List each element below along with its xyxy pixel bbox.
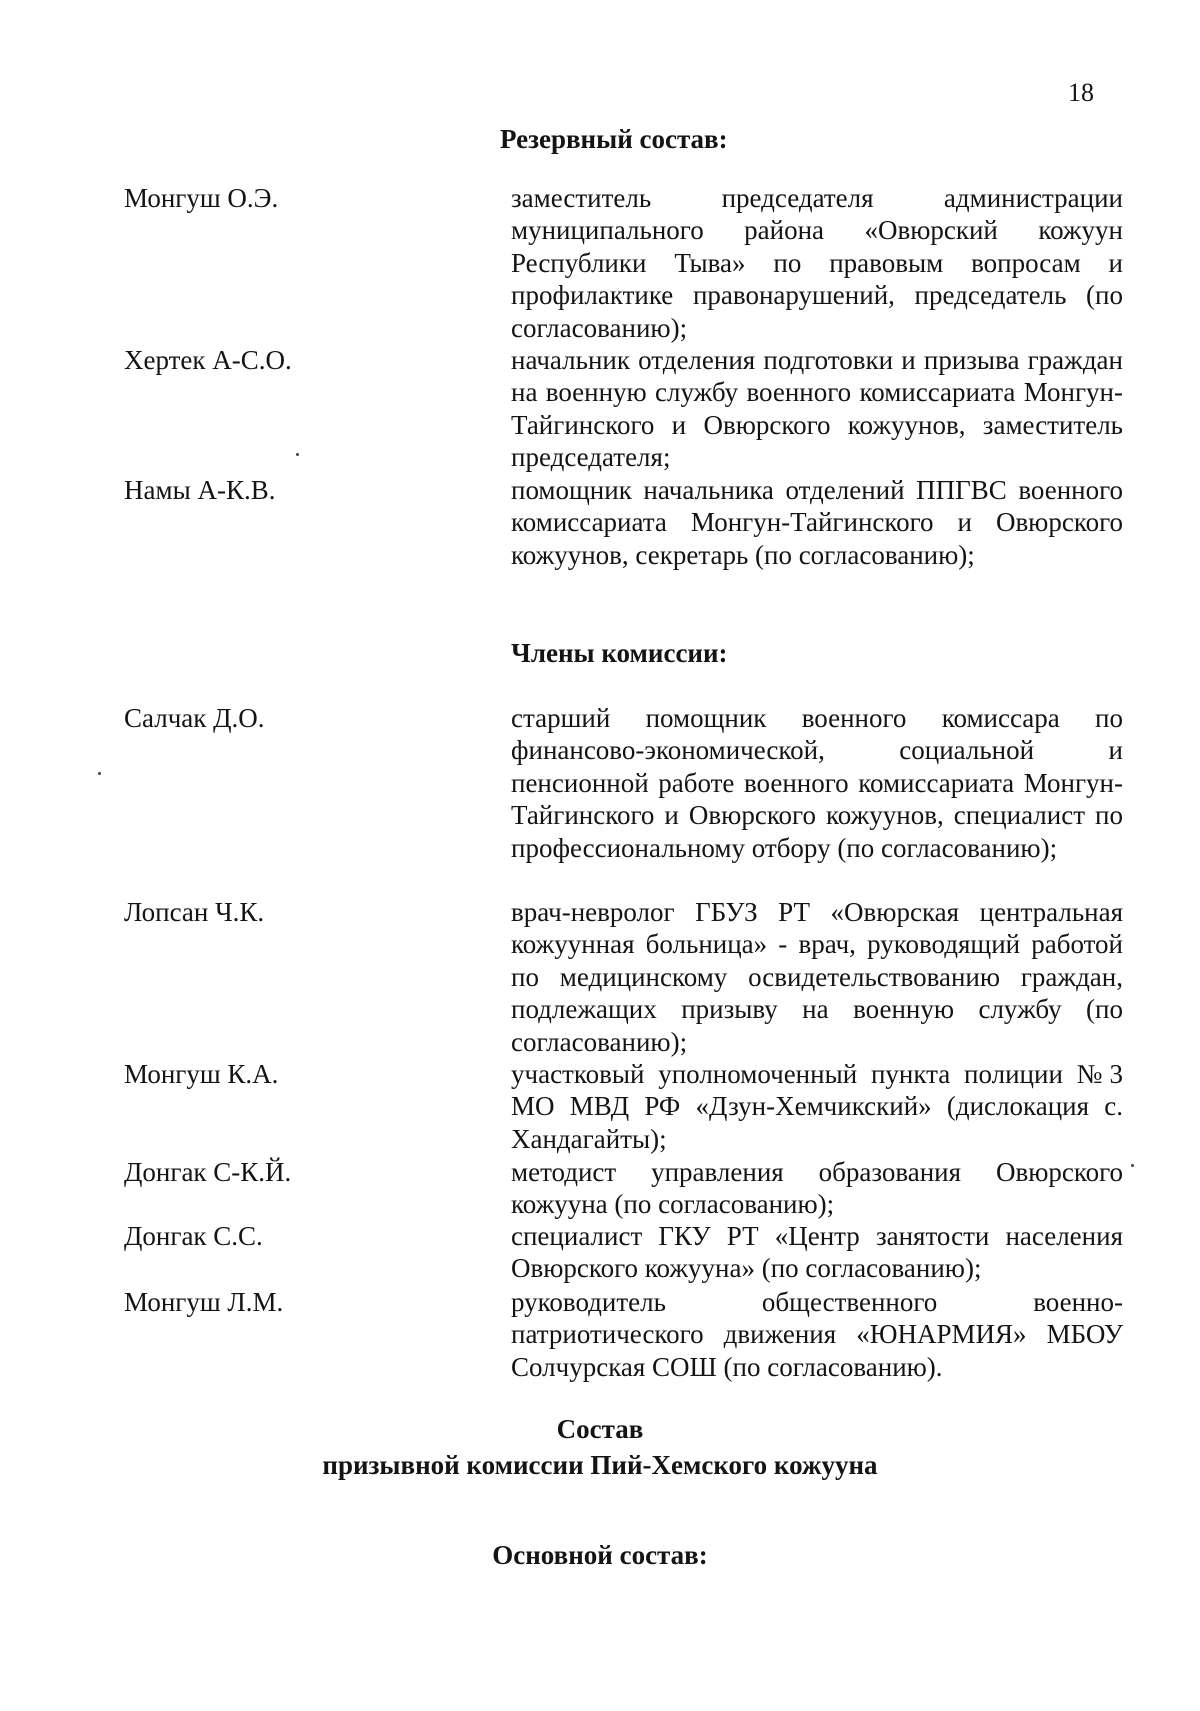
- member-name: Салчак Д.О.: [124, 703, 265, 733]
- composition-title: Состав: [556, 1414, 644, 1444]
- member-role: методист управления образования Овюрского кожууна (по согласованию);: [511, 1157, 1123, 1220]
- member-name: Монгуш К.А.: [124, 1059, 279, 1089]
- member-name: Донгак С.С.: [124, 1221, 263, 1251]
- member-role: врач-невролог ГБУЗ РТ «Овюрская центральная кожуунная больница» - врач, руководящий работой по медицинскому освидетельствованию граждан, подлежащих призыву на военную службу (по согласованию);: [511, 897, 1123, 1057]
- member-role: участковый уполномоченный пункта полиции №3 МО МВД РФ «Дзун-Хемчикский» (дислокация с. Хандагайты);: [511, 1059, 1123, 1154]
- member-name: Монгуш О.Э.: [124, 183, 279, 213]
- member-role: помощник начальника отделений ППГВС военного комиссариата Монгун-Тайгинского и Овюрского кожуунов, секретарь (по согласованию);: [511, 475, 1123, 570]
- members-heading: Члены комиссии:: [511, 638, 728, 668]
- scan-speck: [1131, 1164, 1134, 1167]
- member-role: старший помощник военного комиссара по финансово-экономической, социальной и пенсионной работе военного комиссариата Монгун-Тайгинского и Овюрского кожуунов, специалист по профессиональному отбору (по согласованию);: [511, 703, 1123, 863]
- member-role: руководитель общественного военно-патриотического движения «ЮНАРМИЯ» МБОУ Солчурская СОШ (по согласованию).: [511, 1287, 1123, 1382]
- member-name: Хертек А-С.О.: [124, 345, 292, 375]
- scan-speck: [98, 772, 101, 775]
- member-role: специалист ГКУ РТ «Центр занятости населения Овюрского кожууна» (по согласованию);: [511, 1221, 1123, 1284]
- member-name: Донгак С-К.Й.: [124, 1157, 292, 1187]
- scan-speck: [296, 453, 299, 456]
- main-heading: Основной состав:: [492, 1540, 708, 1570]
- composition-subtitle: призывной комиссии Пий-Хемского кожууна: [322, 1450, 878, 1480]
- page-number: 18: [1068, 78, 1094, 107]
- member-role: заместитель председателя администрации муниципального района «Овюрский кожуун Республики Тыва» по правовым вопросам и профилактике правонарушений, председатель (по согласованию);: [511, 183, 1123, 343]
- member-name: Намы А-К.В.: [124, 475, 276, 505]
- member-name: Монгуш Л.М.: [124, 1287, 284, 1317]
- member-role: начальник отделения подготовки и призыва граждан на военную службу военного комиссариата Монгун-Тайгинского и Овюрского кожуунов, заместитель председателя;: [511, 345, 1123, 473]
- reserve-heading: Резервный состав:: [500, 124, 728, 154]
- member-name: Лопсан Ч.К.: [124, 897, 265, 927]
